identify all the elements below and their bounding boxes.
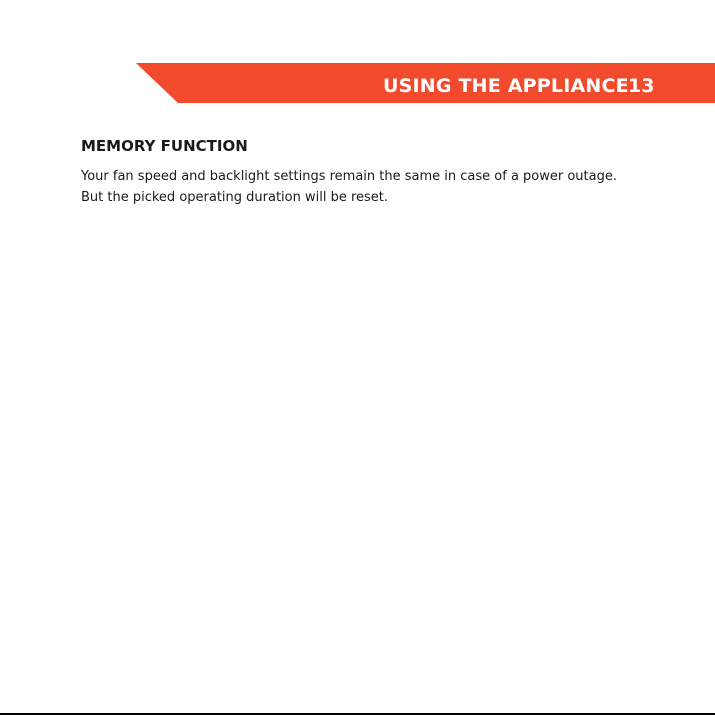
section-heading: MEMORY FUNCTION [81,137,248,155]
section-body [81,167,621,208]
body-paragraph-duration-reset: But the picked operating duration will be reset. [81,189,389,205]
header-banner [0,0,715,104]
body-paragraph-power-outage: Your fan speed and backlight settings remain the same in case of a power outage. [81,169,617,184]
page-number: 13 [628,75,655,97]
page-header-title: USING THE APPLIANCE [383,75,629,97]
